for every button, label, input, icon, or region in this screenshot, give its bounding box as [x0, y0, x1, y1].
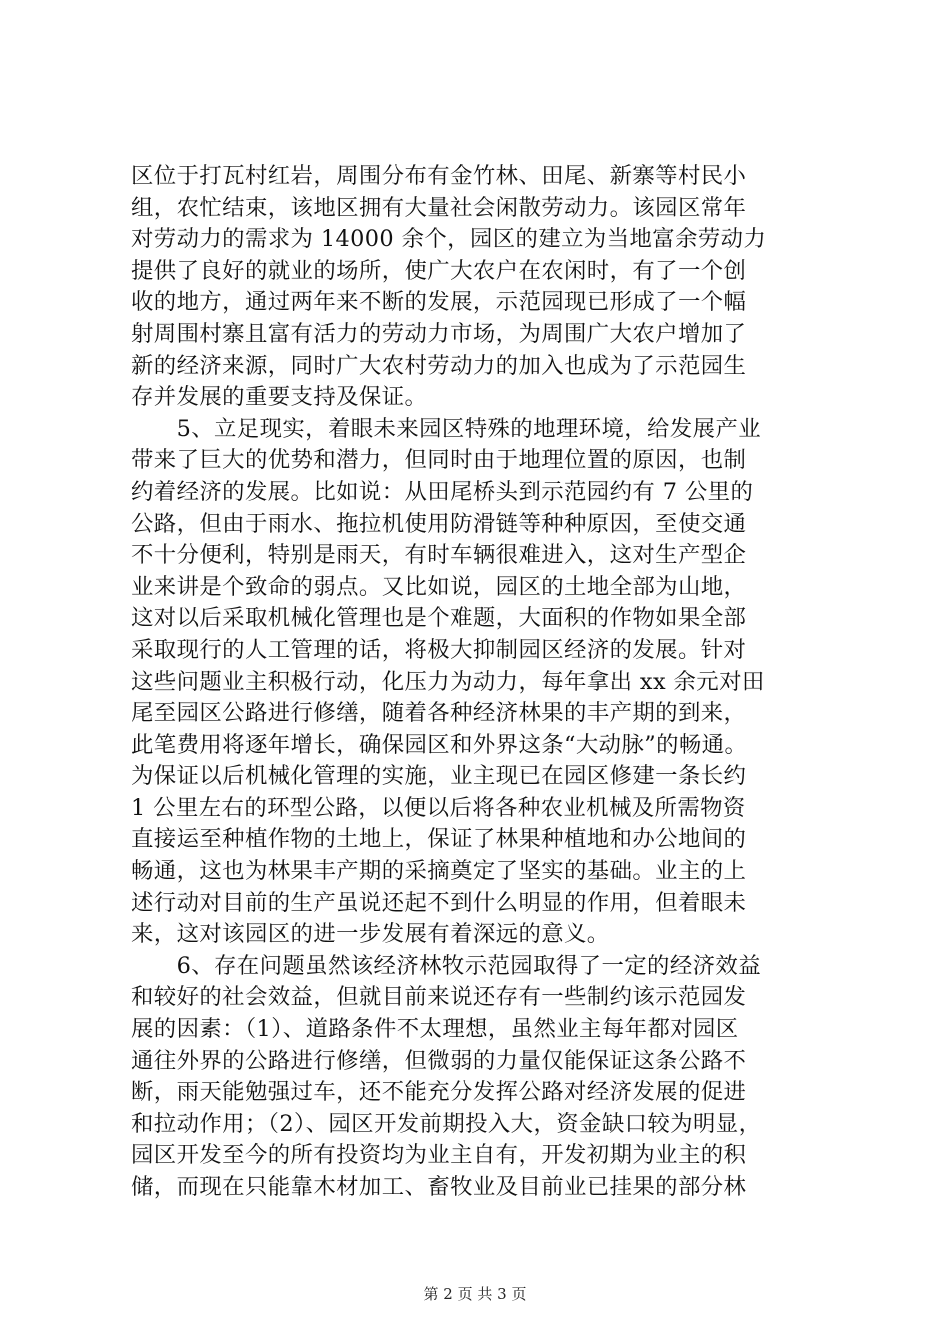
- text-line: 区位于打瓦村红岩，周围分布有金竹林、田尾、新寨等村民小: [131, 163, 747, 189]
- text-line: 述行动对目前的生产虽说还起不到什么明显的作用，但着眼未: [131, 889, 747, 916]
- text-line: 园区开发至今的所有投资均为业主自有，开发初期为业主的积: [131, 1142, 747, 1169]
- text-line: 此笔费用将逐年增长，确保园区和外界这条“大动脉”的畅通。: [131, 731, 748, 758]
- text-line: 新的经济来源，同时广大农村劳动力的加入也成为了示范园生: [131, 352, 747, 379]
- text-line: 公路，但由于雨水、拖拉机使用防滑链等种种原因，至使交通: [131, 510, 747, 537]
- text-line: 带来了巨大的优势和潜力，但同时由于地理位置的原因，也制: [131, 447, 747, 474]
- text-line: 采取现行的人工管理的话，将极大抑制园区经济的发展。针对: [131, 636, 747, 663]
- text-line: 收的地方，通过两年来不断的发展，示范园现已形成了一个幅: [131, 289, 747, 316]
- text-line: 储，而现在只能靠木材加工、畜牧业及目前业已挂果的部分林: [131, 1174, 747, 1200]
- text-line: 射周围村寨且富有活力的劳动力市场，为周围广大农户增加了: [131, 320, 747, 347]
- text-line: 约着经济的发展。比如说：从田尾桥头到示范园约有 7 公里的: [131, 478, 754, 505]
- text-line: 业来讲是个致命的弱点。又比如说，园区的土地全部为山地，: [131, 573, 747, 600]
- text-line: 1 公里左右的环型公路，以便以后将各种农业机械及所需物资: [131, 794, 746, 821]
- text-line: 5、立足现实，着眼未来园区特殊的地理环境，给发展产业: [131, 415, 761, 442]
- text-line: 这对以后采取机械化管理也是个难题，大面积的作物如果全部: [131, 605, 747, 632]
- text-line: 为保证以后机械化管理的实施，业主现已在园区修建一条长约: [131, 763, 747, 790]
- text-line: 存并发展的重要支持及保证。: [131, 384, 428, 411]
- text-line: 展的因素：（1）、道路条件不太理想，虽然业主每年都对园区: [131, 1016, 739, 1043]
- body-text: [131, 161, 831, 1204]
- text-line: 提供了良好的就业的场所，使广大农户在农闲时，有了一个创: [131, 257, 747, 284]
- text-line: 和较好的社会效益，但就目前来说还存有一些制约该示范园发: [131, 984, 747, 1011]
- text-line: 和拉动作用；（2）、园区开发前期投入大，资金缺口较为明显，: [131, 1110, 762, 1137]
- text-line: 通往外界的公路进行修缮，但微弱的力量仅能保证这条公路不: [131, 1047, 747, 1074]
- text-line: 来，这对该园区的进一步发展有着深远的意义。: [131, 921, 610, 948]
- page-number-footer: 第 2 页 共 3 页: [423, 1285, 527, 1303]
- text-line: 6、存在问题虽然该经济林牧示范园取得了一定的经济效益: [131, 952, 761, 979]
- text-line: 直接运至种植作物的土地上，保证了林果种植地和办公地间的: [131, 826, 747, 853]
- text-line: 不十分便利，特别是雨天，有时车辆很难进入，这对生产型企: [131, 542, 747, 569]
- text-line: 断，雨天能勉强过车，还不能充分发挥公路对经济发展的促进: [131, 1079, 747, 1106]
- text-line: 组，农忙结束，该地区拥有大量社会闲散劳动力。该园区常年: [131, 194, 747, 221]
- text-line: 对劳动力的需求为 14000 余个，园区的建立为当地富余劳动力: [131, 226, 767, 253]
- text-line: 畅通，这也为林果丰产期的采摘奠定了坚实的基础。业主的上: [131, 858, 747, 885]
- text-line: 这些问题业主积极行动，化压力为动力，每年拿出 xx 余元对田: [131, 668, 765, 695]
- text-line: 尾至园区公路进行修缮，随着各种经济林果的丰产期的到来，: [131, 700, 747, 727]
